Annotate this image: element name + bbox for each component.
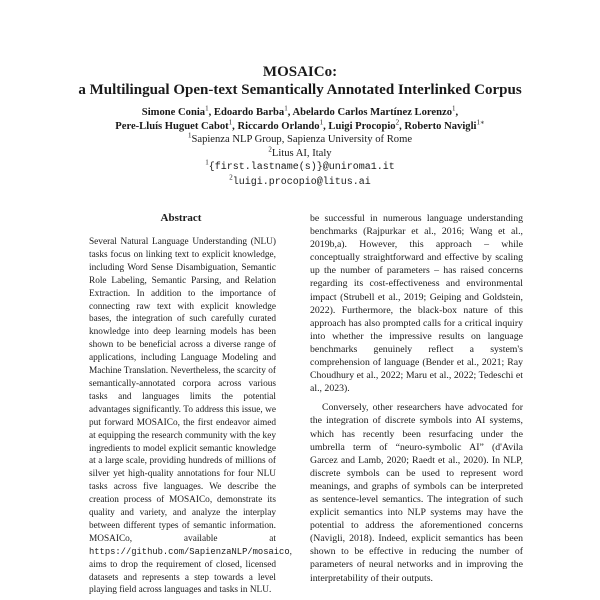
author-name: Simone Conia: [141, 107, 206, 118]
affiliation-text: Sapienza NLP Group, Sapienza University of Rome: [191, 134, 413, 145]
author-affiliation-mark: 1: [319, 117, 324, 126]
affiliation-2: [40, 144, 560, 161]
paper-title-line-1: MOSAICo:: [262, 64, 338, 80]
body-paragraph-1: be successful in numerous language understanding benchmarks (Rajpurkar et al., 2016; Wang et al., 2019b,a). However, this approach – while conceptually straightforward and effective by scaling up the number of parameters – has raised concerns regarding its cost-effectiveness and environmental impact (Strubell et al., 2019; Geiping and Goldstein, 2022). Furthermore, the black-box nature of this approach has also prompted calls for a critical inquiry into whether the impressive results on language benchmarks genuinely reflect a system's comprehension of language (Bender et al., 2021; Ray Choudhury et al., 2022; Maru et al., 2022; Tedeschi et al., 2023).: [310, 213, 523, 395]
author-name: Roberto Navigli: [404, 120, 477, 132]
author-affiliation-mark: 1∗: [476, 117, 485, 126]
author-name: Luigi Procopio: [328, 120, 396, 132]
title-block: [60, 63, 540, 99]
author-affiliation-mark: 1: [284, 104, 288, 113]
paper-title-line-2: a Multilingual Open-text Semantically Annotated Interlinked Corpus: [78, 82, 522, 98]
author-name: Riccardo Orlando: [237, 120, 320, 132]
abstract-text: Several Natural Language Understanding (NLU) tasks focus on linking text to explicit knowledge, including Word Sense Disambiguation, Semantic Role Labeling, Semantic Parsing, and Relation Extraction. In addition to the importance of connecting raw text with explicit knowledge bases, the integration of such carefully curated knowledge into deep learning models has been shown to be beneficial across a diverse range of applications, including Language Modeling and Machine Translation. Nevertheless, the scarcity of semantically-annotated corpora across various tasks and languages limits the potential advantages significantly. To address this issue, we put forward MOSAICo, the first endeavor aimed at equipping the research community with the key ingredients to model explicit semantic knowledge at a large scale, providing hundreds of millions of silver yet high-quality annotations for four NLU tasks across five languages. We describe the creation process of MOSAICo, demonstrate its quality and variety, and analyze the interplay between different types of semantic information. MOSAICo, available at: [89, 237, 276, 544]
right-column: [310, 212, 523, 585]
author-affiliation-mark: 1: [452, 104, 456, 113]
author-separator: ,: [455, 107, 459, 118]
author-separator: ,: [323, 120, 329, 132]
email-mark: 1: [205, 158, 209, 167]
affiliation-1: [40, 133, 560, 147]
email-1: [40, 160, 560, 175]
author-separator: ,: [399, 120, 405, 132]
author-name: Edoardo Barba: [213, 107, 285, 118]
author-name: Abelardo Carlos Martínez Lorenzo: [292, 107, 453, 118]
affiliation-text: Litus AI, Italy: [271, 147, 332, 159]
author-separator: ,: [232, 120, 238, 132]
abstract-text-end: , aims to drop the requirement of closed, licensed datasets and represents a step towards a level playing field across languages and tasks in NLU.: [89, 546, 292, 596]
author-affiliation-mark: 1: [228, 117, 233, 126]
email-mark: 2: [229, 172, 233, 181]
authors-line-2: [40, 117, 560, 134]
repository-link[interactable]: https://github.com/SapienzaNLP/mosaico: [89, 546, 290, 557]
author-separator: ,: [208, 107, 214, 118]
affiliation-mark: 2: [268, 144, 272, 153]
abstract-body: [89, 236, 292, 597]
author-affiliation-mark: 2: [395, 117, 400, 126]
email-2: [40, 172, 560, 190]
author-separator: ,: [287, 107, 293, 118]
affiliation-mark: 1: [187, 131, 192, 140]
authors-block: [40, 106, 560, 189]
body-paragraph-2: Conversely, other researchers have advocated for the integration of discrete symbols into AI systems, which has recently been resurfacing under the umbrella term of “neuro-symbolic AI” (d'Avila Garcez and Lamb, 2020; Raedt et al., 2020). In NLP, discrete symbols can be used to represent word meanings, and graphs of symbols can be interpreted as sentence-level semantics. The integration of such explicit semantics into NLP systems may have the potential to address the aforementioned concerns (Navigli, 2018). Indeed, explicit semantics has been shown to be effective in reducing the number of parameters of neural networks and in improving the interpretability of their outputs.: [310, 402, 523, 584]
abstract-heading: Abstract: [160, 212, 202, 224]
author-name: Pere-Lluís Huguet Cabot: [115, 120, 229, 132]
email-text: {first.lastname(s)}@uniroma1.it: [208, 162, 395, 173]
author-affiliation-mark: 1: [205, 104, 209, 113]
email-text: luigi.procopio@litus.ai: [232, 176, 371, 188]
